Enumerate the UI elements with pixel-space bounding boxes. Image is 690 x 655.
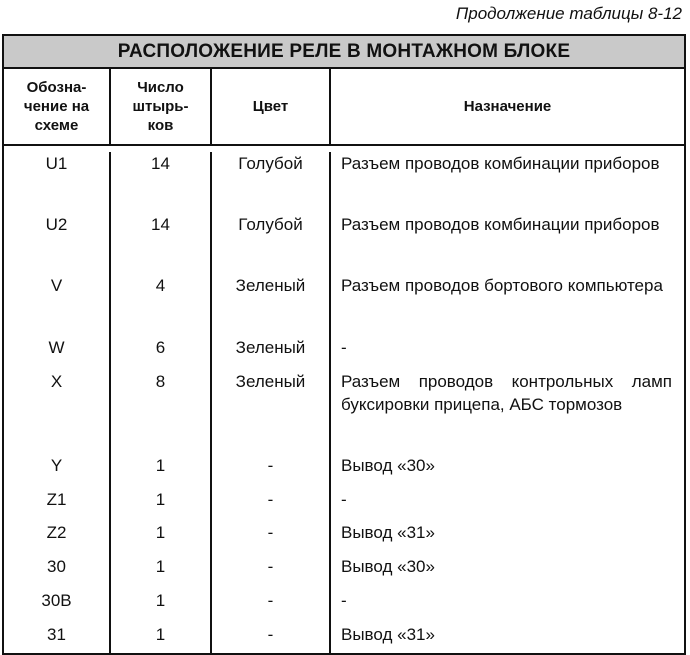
cell-pins: 6 [111, 336, 212, 370]
cell-pins: 4 [111, 274, 212, 336]
cell-purpose: Вывод «30» [341, 456, 435, 475]
cell-purpose: Разъем проводов комбинации приборов [341, 215, 660, 234]
cell-designation: X [4, 370, 111, 454]
cell-color: Голубой [212, 213, 331, 274]
cell-purpose: Вывод «31» [341, 625, 435, 644]
cell-designation: U1 [4, 152, 111, 213]
cell-pins: 14 [111, 213, 212, 274]
cell-color: Голубой [212, 152, 331, 213]
cell-designation: V [4, 274, 111, 336]
cell-pins: 1 [111, 555, 212, 589]
cell-color: - [212, 555, 331, 589]
header-pins: Число штырь- ков [111, 69, 212, 144]
table-body [4, 146, 684, 653]
table-row [4, 623, 684, 653]
table-row [4, 336, 684, 370]
table-row [4, 521, 684, 555]
header-purpose: Назначение [463, 98, 552, 115]
header-designation: Обозна- чение на схеме [4, 69, 111, 144]
header-color: Цвет [212, 69, 331, 144]
table-caption: Продолжение таблицы 8-12 [455, 4, 682, 23]
table-row [4, 589, 684, 623]
cell-pins: 1 [111, 589, 212, 623]
table-banner: РАСПОЛОЖЕНИЕ РЕЛЕ В МОНТАЖНОМ БЛОКЕ [4, 36, 684, 69]
cell-pins: 1 [111, 623, 212, 653]
table-row [4, 370, 684, 454]
cell-purpose: Вывод «31» [341, 523, 435, 542]
cell-color: - [212, 623, 331, 653]
table-row [4, 454, 684, 488]
cell-purpose: Вывод «30» [341, 557, 435, 576]
cell-designation: 30 [4, 555, 111, 589]
cell-color: - [212, 488, 331, 521]
cell-designation: 30B [4, 589, 111, 623]
cell-purpose: Разъем проводов контрольных ламп буксировки прицепа, АБС тормозов [341, 372, 672, 414]
relay-table [2, 34, 686, 655]
cell-color: Зеленый [212, 370, 331, 454]
cell-purpose: - [341, 338, 347, 357]
table-row [4, 274, 684, 336]
cell-pins: 8 [111, 370, 212, 454]
cell-purpose: Разъем проводов бортового компьютера [341, 276, 663, 295]
table-row [4, 488, 684, 521]
cell-designation: W [4, 336, 111, 370]
cell-color: - [212, 521, 331, 555]
cell-designation: Y [4, 454, 111, 488]
cell-designation: 31 [4, 623, 111, 653]
cell-designation: Z2 [4, 521, 111, 555]
cell-color: Зеленый [212, 274, 331, 336]
cell-designation: U2 [4, 213, 111, 274]
cell-color: - [212, 454, 331, 488]
table-row [4, 555, 684, 589]
cell-color: - [212, 589, 331, 623]
cell-purpose: - [341, 490, 347, 509]
table-row [4, 152, 684, 213]
cell-designation: Z1 [4, 488, 111, 521]
cell-pins: 1 [111, 521, 212, 555]
cell-pins: 1 [111, 454, 212, 488]
table-row [4, 213, 684, 274]
cell-pins: 1 [111, 488, 212, 521]
cell-color: Зеленый [212, 336, 331, 370]
cell-purpose: Разъем проводов комбинации приборов [341, 154, 660, 173]
table-header-row [4, 69, 684, 146]
cell-pins: 14 [111, 152, 212, 213]
cell-purpose: - [341, 591, 347, 610]
